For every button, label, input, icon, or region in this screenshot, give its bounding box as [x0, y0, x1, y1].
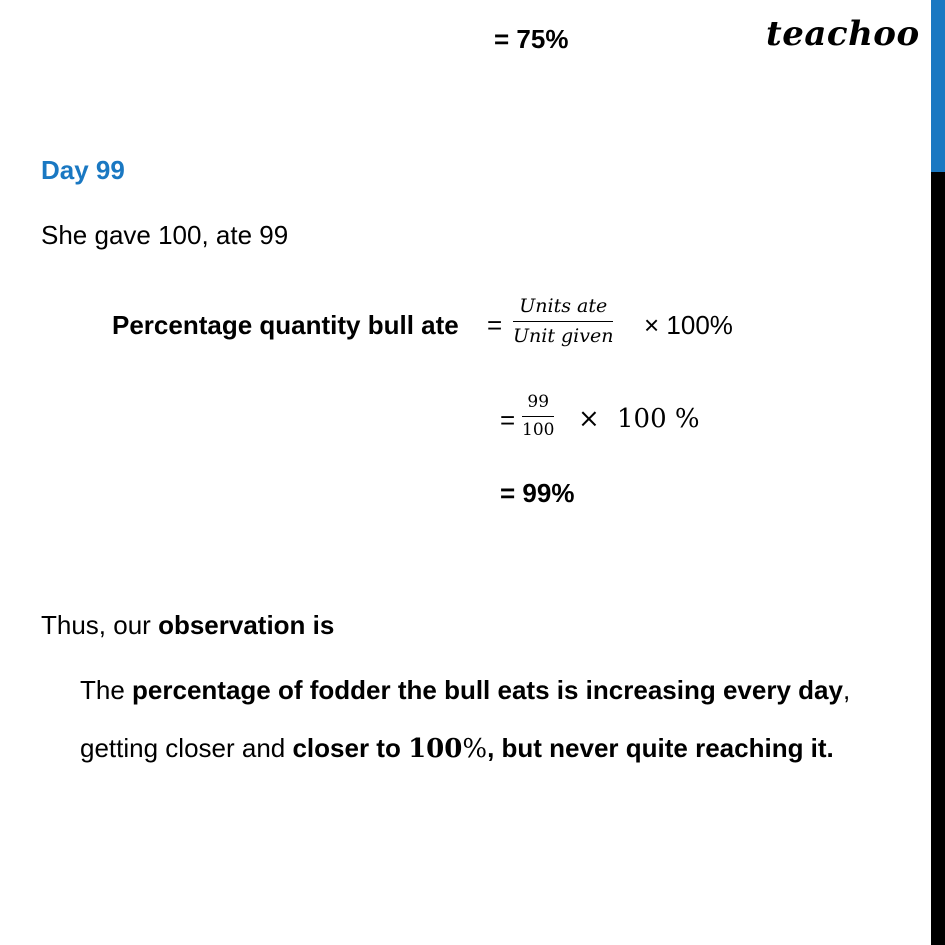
- observation-line2-bold-end: , but never quite reaching it.: [487, 733, 834, 763]
- observation-line1-bold: percentage of fodder the bull eats is increasing every day: [132, 675, 843, 705]
- section-heading: Day 99: [41, 155, 125, 185]
- step2-times: ×: [578, 404, 600, 434]
- given-text: She gave 100, ate 99: [41, 220, 289, 250]
- formula-label: Percentage quantity bull ate: [112, 310, 459, 340]
- teachoo-logo: teachoo: [766, 14, 920, 54]
- observation-line-1: [80, 675, 850, 706]
- fraction-bar: [522, 416, 554, 417]
- formula-multiplier: × 100%: [644, 310, 733, 340]
- step2-numerator: 99: [527, 392, 550, 412]
- step2-equals: =: [500, 405, 516, 435]
- formula-numerator: Units ate: [519, 295, 608, 317]
- scrollbar-thumb[interactable]: [931, 0, 945, 172]
- fraction-bar: [513, 321, 613, 322]
- observation-prefix: Thus, our: [41, 610, 159, 640]
- step2-value: 100 %: [617, 404, 700, 434]
- step2-denominator: 100: [522, 420, 555, 440]
- observation-line-2: [80, 733, 834, 764]
- observation-line1-text: The: [80, 675, 133, 705]
- observation-math-percent: %: [462, 734, 488, 764]
- step2-fraction: [522, 394, 554, 439]
- observation-line2-text: getting closer and: [80, 733, 293, 763]
- observation-intro: [41, 610, 334, 641]
- observation-line2-bold: closer to: [292, 733, 409, 763]
- formula-denominator: Unit given: [513, 325, 614, 347]
- formula-equals: =: [487, 310, 503, 340]
- previous-result: = 75%: [494, 24, 569, 54]
- final-result: = 99%: [500, 478, 575, 508]
- observation-math-100: 100: [408, 734, 463, 764]
- observation-bold: observation is: [158, 610, 335, 640]
- formula-fraction: [513, 297, 613, 346]
- observation-line1-comma: ,: [842, 675, 851, 705]
